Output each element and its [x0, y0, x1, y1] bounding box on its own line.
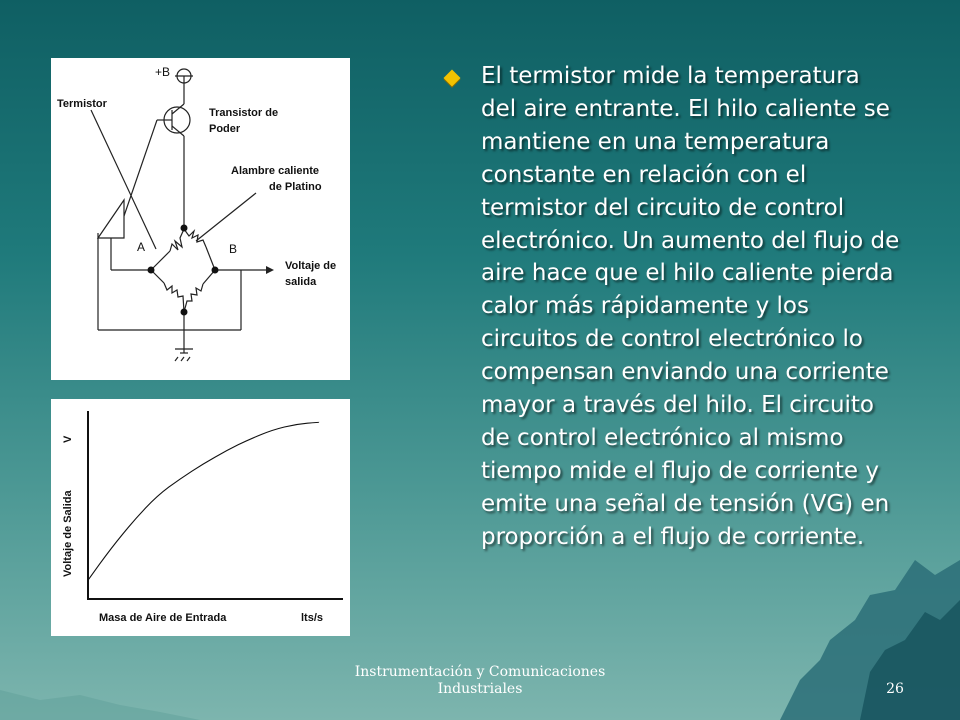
y-axis-label: Voltaje de Salida [62, 490, 74, 577]
node-a-label: A [137, 240, 146, 254]
circuit-svg [51, 58, 350, 380]
thermistor-label: Termistor [57, 98, 107, 110]
node-b-label: B [229, 242, 238, 256]
bullet-text: El termistor mide la temperatura del aire entrante. El hilo caliente se mantiene en una temperatura constante en relación con el termistor del circuito de control electrónico. Un aumento del flujo de aire hace que el hilo caliente pierda calor más rápidamente y los circuitos de control electrónico lo compensan enviando una corriente mayor a través del hilo. El circuito de control electrónico al mismo tiempo mide el flujo de corriente y emite una señal de tensión (VG) en proporción a el flujo de corriente. [481, 63, 900, 550]
slide-number: 26 [886, 681, 904, 697]
supply-label: +B [155, 65, 171, 79]
output-voltage-label-line1: Voltaje de [285, 260, 337, 272]
y-axis-unit: V [62, 435, 74, 443]
circuit-diagram [51, 58, 350, 380]
hot-wire-label-line1: Alambre caliente [231, 165, 320, 177]
transistor-label-line1: Transistor de [209, 107, 279, 119]
x-axis-label: Masa de Aire de Entrada [99, 612, 227, 624]
graph-svg [51, 399, 350, 636]
x-axis-unit: lts/s [301, 612, 324, 624]
transistor-label-line2: Poder [209, 123, 241, 135]
footer-course-title: Instrumentación y Comunicaciones Industriales [354, 664, 606, 697]
series-line-0 [88, 422, 319, 580]
output-voltage-label-line2: salida [285, 276, 317, 288]
hot-wire-label-line2: de Platino [269, 181, 322, 193]
voltage-airflow-graph [51, 399, 350, 636]
